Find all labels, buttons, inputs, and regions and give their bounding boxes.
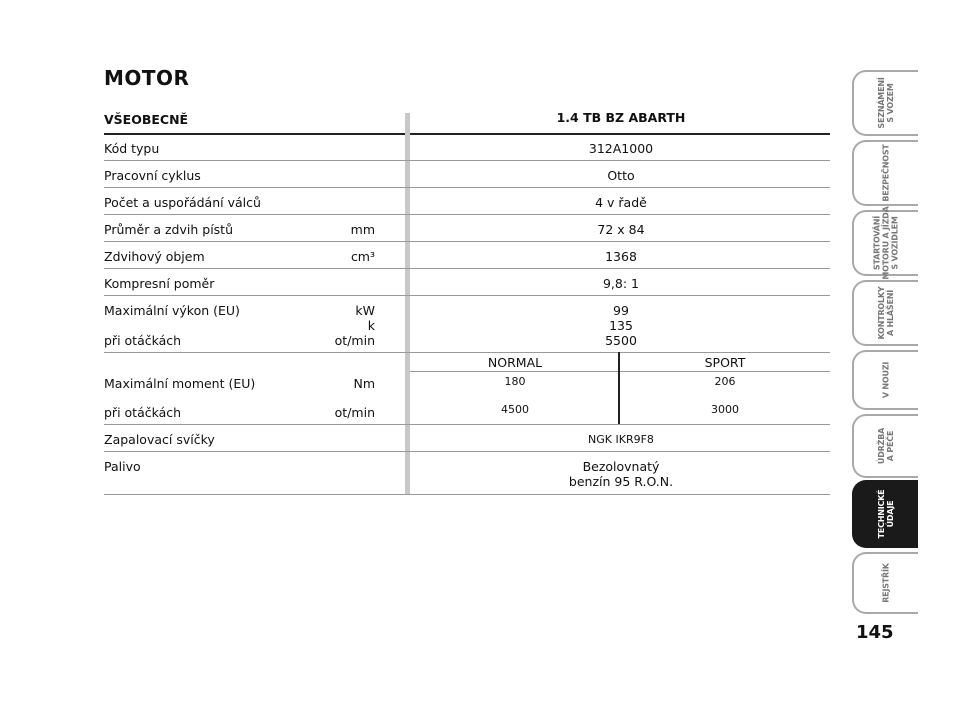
- side-tab-safety[interactable]: [852, 140, 918, 206]
- torque-col-normal: NORMAL: [487, 355, 543, 370]
- row-value-cycle: Otto: [607, 168, 635, 183]
- row-rule: [104, 241, 830, 242]
- fuel-value-2: benzín 95 R.O.N.: [568, 474, 674, 489]
- row-rule: [104, 494, 830, 495]
- torque-col-sport: SPORT: [704, 355, 746, 370]
- row-rule: [104, 352, 830, 353]
- power-value-kw: 99: [613, 303, 629, 318]
- torque-label: Maximální moment (EU): [104, 376, 256, 391]
- row-label-compression: Kompresní poměr: [104, 276, 215, 291]
- torque-sub-rule: [410, 371, 830, 372]
- power-unit-hp: k: [367, 318, 375, 333]
- power-value-rpm: 5500: [605, 333, 637, 348]
- row-label-cylinders: Počet a uspořádání válců: [104, 195, 261, 210]
- side-tab-label: V NOUZI: [881, 361, 891, 399]
- column-divider: [405, 113, 410, 495]
- spark-label: Zapalovací svíčky: [104, 432, 215, 447]
- spark-value: NGK IKR9F8: [588, 433, 654, 446]
- power-value-hp: 135: [609, 318, 633, 333]
- row-value-bore-stroke: 72 x 84: [597, 222, 645, 237]
- row-unit-displacement: cm³: [350, 249, 375, 264]
- fuel-value-1: Bezolovnatý: [582, 459, 660, 474]
- side-tab-label: STARTOVÁNÍ MOTORU A JÍZDA S VOZIDLEM: [872, 206, 900, 280]
- side-tab-intro[interactable]: [852, 70, 918, 136]
- row-rule: [104, 160, 830, 161]
- section-title: MOTOR: [104, 66, 190, 90]
- power-rpm-unit: ot/min: [334, 333, 375, 348]
- general-header: VŠEOBECNĚ: [104, 112, 189, 127]
- torque-sport-value: 206: [714, 375, 736, 388]
- torque-rpm-label: při otáčkách: [104, 405, 182, 420]
- side-tab-label: BEZPEČNOST: [881, 144, 891, 202]
- row-label-displacement: Zdvihový objem: [104, 249, 205, 264]
- side-tab-index[interactable]: [852, 552, 918, 614]
- header-rule: [104, 133, 830, 135]
- row-rule: [104, 295, 830, 296]
- side-tab-technical-data[interactable]: [852, 480, 918, 548]
- side-tab-emergency[interactable]: [852, 350, 918, 410]
- torque-normal-rpm: 4500: [501, 403, 529, 416]
- row-value-displacement: 1368: [605, 249, 637, 264]
- side-tab-warnings[interactable]: [852, 280, 918, 346]
- side-tab-maintenance[interactable]: [852, 414, 918, 478]
- side-tab-label: SEZNÁMENÍ S VOZEM: [877, 77, 895, 129]
- row-rule: [104, 214, 830, 215]
- row-value-compression: 9,8: 1: [602, 276, 640, 291]
- row-label-bore-stroke: Průměr a zdvih pístů: [104, 222, 233, 237]
- row-rule: [104, 187, 830, 188]
- row-rule: [104, 268, 830, 269]
- row-value-type-code: 312A1000: [588, 141, 654, 156]
- torque-normal-value: 180: [504, 375, 526, 388]
- side-tab-label: KONTROLKY A HLÁŠENÍ: [877, 286, 895, 340]
- torque-rpm-unit: ot/min: [334, 405, 375, 420]
- power-unit-kw: kW: [355, 303, 375, 318]
- fuel-label: Palivo: [104, 459, 141, 474]
- page-number: 145: [856, 622, 894, 643]
- side-tab-label: REJSTŘÍK: [881, 563, 891, 603]
- power-label: Maximální výkon (EU): [104, 303, 240, 318]
- engine-header: 1.4 TB BZ ABARTH: [556, 110, 686, 125]
- side-tab-label: TECHNICKÉ ÚDAJE: [877, 489, 895, 539]
- torque-sport-rpm: 3000: [711, 403, 739, 416]
- row-label-cycle: Pracovní cyklus: [104, 168, 201, 183]
- side-tab-label: ÚDRŽBA A PÉČE: [877, 427, 895, 465]
- row-rule: [104, 424, 830, 425]
- row-unit-bore-stroke: mm: [350, 222, 375, 237]
- row-rule: [104, 451, 830, 452]
- power-rpm-label: při otáčkách: [104, 333, 182, 348]
- side-tab-starting[interactable]: [852, 206, 918, 280]
- row-value-cylinders: 4 v řadě: [595, 195, 647, 210]
- torque-unit-nm: Nm: [353, 376, 375, 391]
- row-label-type-code: Kód typu: [104, 141, 160, 156]
